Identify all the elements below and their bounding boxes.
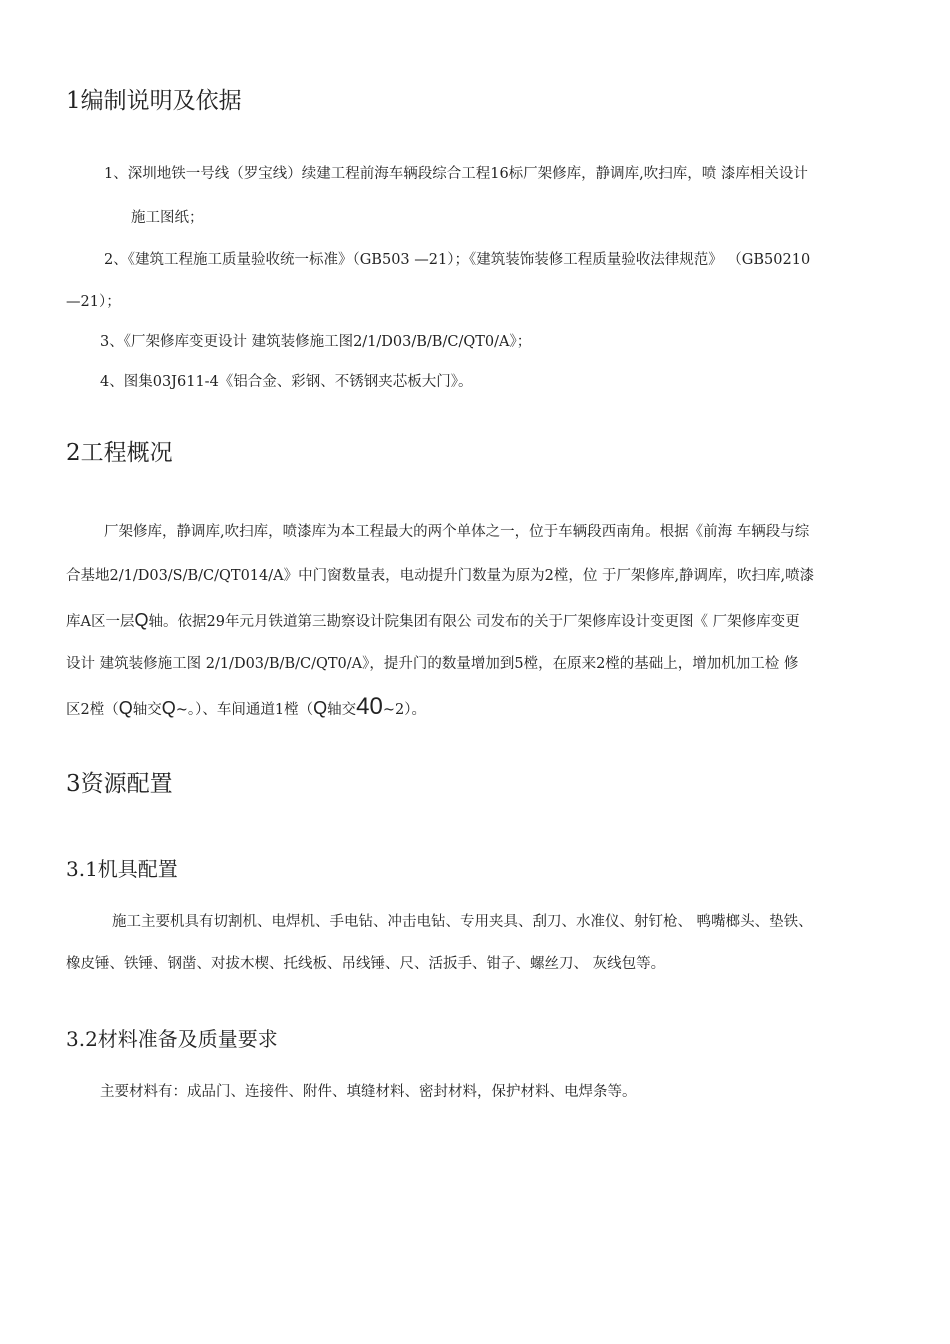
s2-line-2: 合基地2/1/D03/S/B/C/QT014/A》中门窗数量表，电动提升门数量为原为2樘，位 于厂架修库,静调库，吹扫库,喷漆	[66, 568, 815, 584]
s1-item-1-line-1: 1、深圳地铁一号线（罗宝线）续建工程前海车辆段综合工程16标厂架修库，静调库,吹扫库，喷 漆库相关设计	[104, 166, 808, 182]
section-2-heading: 2工程概况	[66, 440, 173, 466]
section-3-1-heading: 3.1机具配置	[66, 857, 178, 881]
s1-item-2-line-2: —21）；	[66, 294, 121, 310]
s1-item-3: 3、《厂架修库变更设计 建筑装修施工图2/1/D03/B/B/C/QT0/A》；	[100, 334, 532, 350]
section-1-heading: 1编制说明及依据	[66, 88, 242, 114]
s3-2-line-1: 主要材料有：成品门、连接件、附件、填缝材料、密封材料，保护材料、电焊条等。	[100, 1084, 637, 1100]
s2-line-3-text-b: 轴。依据29年元月铁道第三勘察设计院集团有限公 司发布的关于厂架修库设计变更图《 厂架修库变更	[148, 614, 800, 630]
q-axis-glyph-3: Q	[161, 698, 176, 718]
s1-item-2-line-1: 2、《建筑工程施工质量验收统一标准》（GB503 —21）；《建筑装饰装修工程质量验收法律规范》 （GB50210	[104, 252, 811, 268]
s2-line-5	[66, 694, 426, 723]
s2-line-5-text-b: 轴交	[132, 702, 162, 718]
s2-line-4: 设计 建筑装修施工图 2/1/D03/B/B/C/QT0/A》，提升门的数量增加到5樘，在原来2樘的基础上，增加机加工检 修	[66, 656, 799, 672]
s2-line-5-text-c: ~。）、车间通道1樘（	[175, 702, 314, 718]
s2-line-1: 厂架修库，静调库,吹扫库，喷漆库为本工程最大的两个单体之一，位于车辆段西南角。根据《前海 车辆段与综	[104, 524, 810, 540]
s2-line-5-text-e: ~2）。	[382, 702, 426, 718]
q-axis-glyph: Q	[134, 610, 149, 630]
s1-item-4: 4、图集03J611-4《铝合金、彩钢、不锈钢夹芯板大门》。	[100, 374, 473, 390]
s3-1-line-2: 橡皮锤、铁锤、钢凿、对拔木楔、托线板、吊线锤、尺、活扳手、钳子、螺丝刀、 灰线包等。	[66, 956, 666, 972]
q-axis-glyph-4: Q	[313, 698, 328, 718]
s1-item-1-line-2: 施工图纸；	[131, 210, 204, 226]
section-3-heading: 3资源配置	[66, 771, 173, 797]
s3-1-line-1: 施工主要机具有切割机、电焊机、手电钻、冲击电钻、专用夹具、刮刀、水准仪、射钉枪、 鸭嘴榔头、垫铁、	[112, 914, 813, 930]
s2-line-3	[66, 610, 800, 632]
section-3-2-heading: 3.2材料准备及质量要求	[66, 1027, 278, 1051]
s2-line-5-text-d: 轴交	[327, 702, 357, 718]
q-axis-glyph-2: Q	[118, 698, 133, 718]
s2-line-5-text-a: 区2樘（	[66, 702, 119, 718]
s2-line-3-text-a: 库A区一层	[66, 614, 135, 630]
big-number-40: 40	[356, 693, 383, 720]
